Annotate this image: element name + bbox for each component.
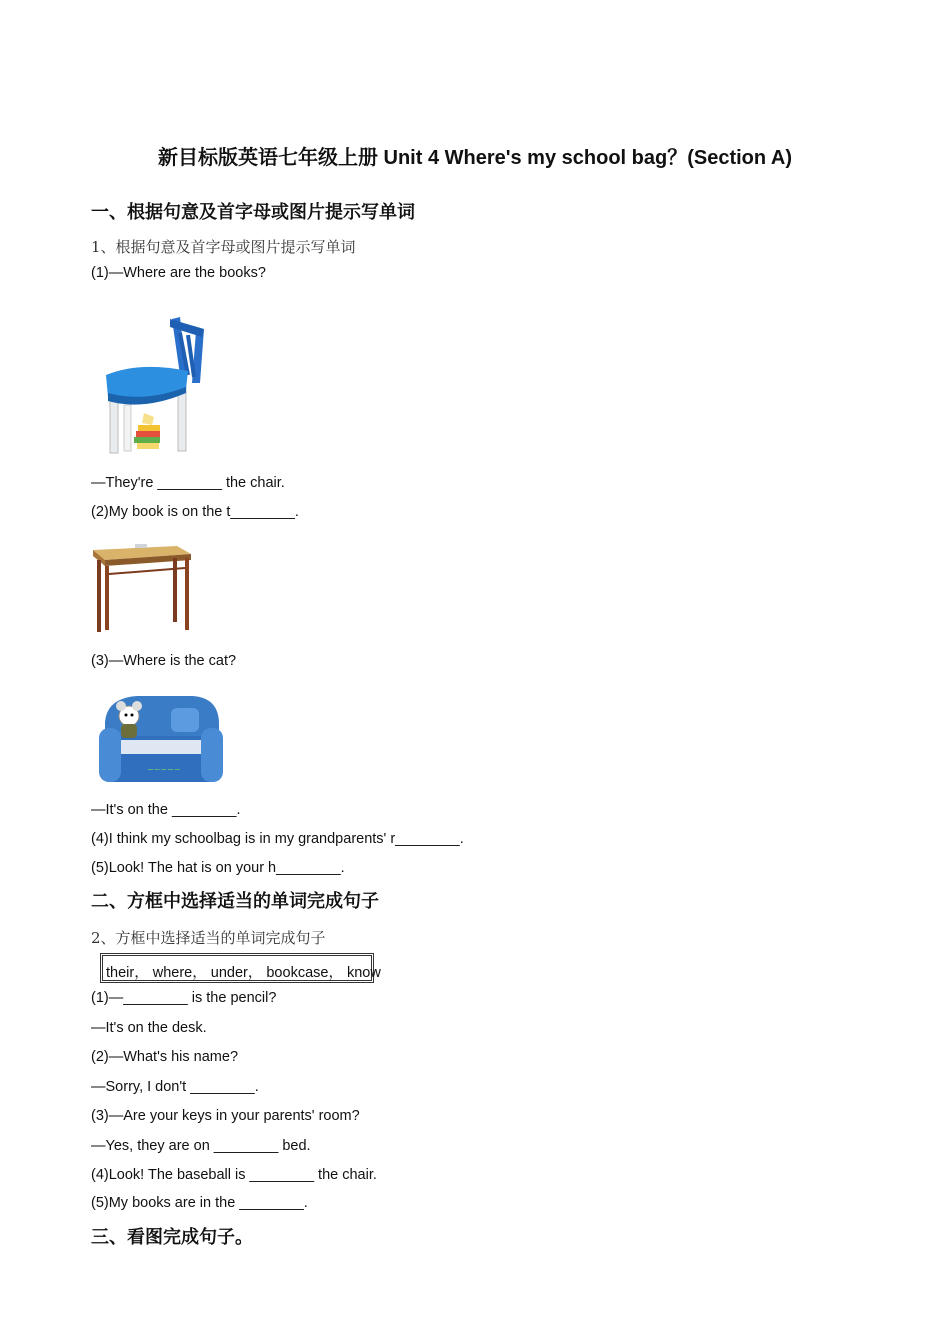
question-2: (2)My book is on the t________. [91,504,299,520]
fill-line-4: —Sorry, I don't ________. [91,1079,259,1095]
fill-line-2: —It's on the desk. [91,1020,207,1036]
word-bank-box: their， where， under， bookcase， know [100,953,374,983]
question-3-answer: —It's on the ________. [91,802,241,818]
svg-text:~~~~~: ~~~~~ [147,765,181,774]
sofa-with-toy-image [97,692,225,786]
table-image [91,544,193,634]
question-1-prompt: (1)—Where are the books? [91,265,266,281]
section-heading-3: 三、看图完成句子。 [91,1227,253,1247]
question-3-prompt: (3)—Where is the cat? [91,653,237,669]
fill-line-5: (3)—Are your keys in your parents' room? [91,1108,360,1124]
section-heading-1: 一、根据句意及首字母或图片提示写单词 [91,202,415,222]
fill-line-1: (1)—________ is the pencil? [91,990,277,1006]
fill-line-8: (5)My books are in the ________. [91,1195,308,1211]
fill-line-6: —Yes, they are on ________ bed. [91,1138,311,1154]
question-1-answer: —They're ________ the chair. [91,475,285,491]
fill-line-7: (4)Look! The baseball is ________ the chair. [91,1167,377,1183]
question-5: (5)Look! The hat is on your h________. [91,860,345,876]
page-title: 新目标版英语七年级上册 Unit 4 Where's my school bag？(Section A) [157,147,793,169]
question-4: (4)I think my schoolbag is in my grandparents' r________. [91,831,464,847]
section-heading-2: 二、方框中选择适当的单词完成句子 [91,891,379,911]
chair-with-books-image [100,313,210,455]
instruction-1: 1、根据句意及首字母或图片提示写单词 [91,238,356,256]
fill-line-3: (2)—What's his name? [91,1049,239,1065]
instruction-2: 2、方框中选择适当的单词完成句子 [91,929,326,947]
